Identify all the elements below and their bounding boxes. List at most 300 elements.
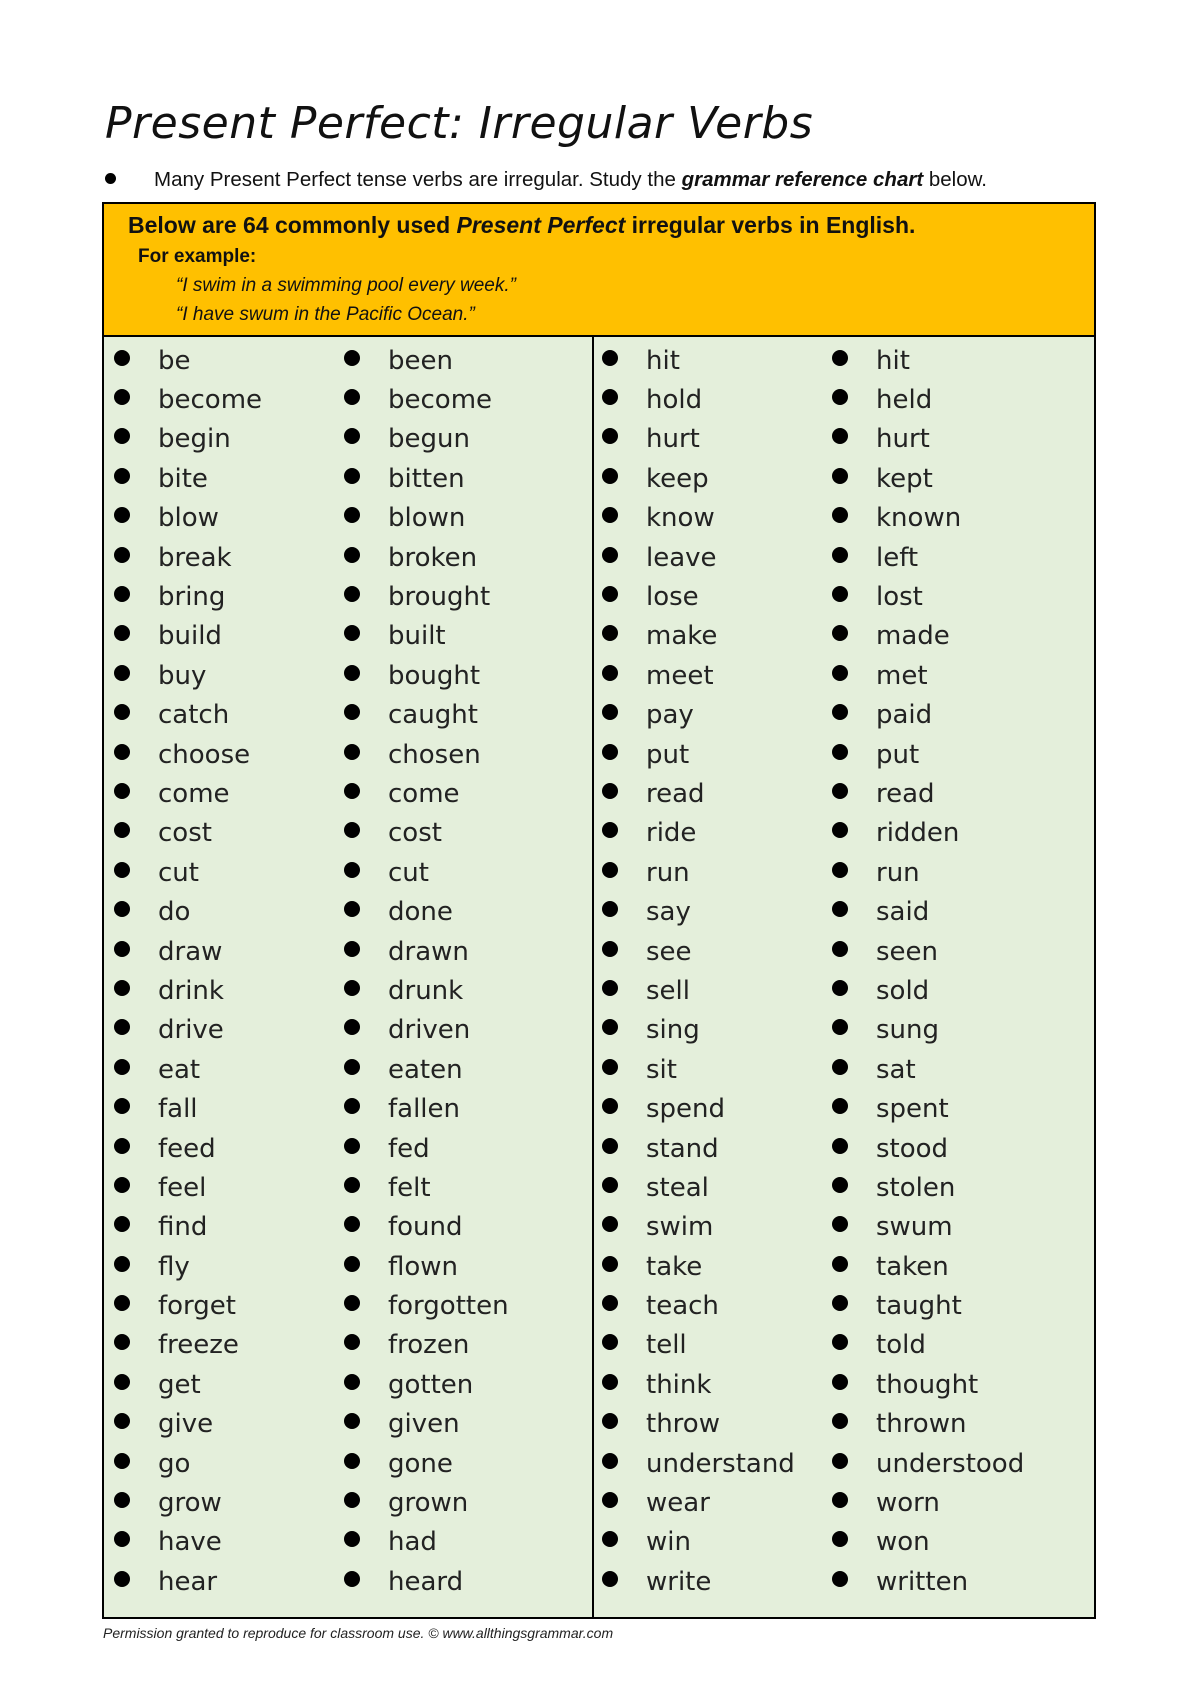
bullet-icon	[602, 586, 618, 602]
verb-text: begin	[158, 424, 231, 455]
bullet-icon	[832, 1098, 848, 1114]
verb-item	[344, 1562, 509, 1601]
footer-permission: Permission granted to reproduce for classroom use. © www.allthingsgrammar.com	[103, 1625, 614, 1641]
verb-text: meet	[646, 660, 714, 691]
bullet-icon	[344, 665, 360, 681]
bullet-icon	[832, 468, 848, 484]
bullet-icon	[832, 665, 848, 681]
bullet-icon	[832, 389, 848, 405]
verb-item	[344, 341, 509, 380]
verb-text: broken	[388, 542, 478, 573]
bullet-icon	[832, 862, 848, 878]
bullet-icon	[114, 1571, 130, 1587]
bullet-icon	[602, 862, 618, 878]
bullet-icon	[602, 428, 618, 444]
verb-item	[602, 1050, 795, 1089]
bullet-icon	[832, 1177, 848, 1193]
verb-text: become	[158, 385, 263, 416]
bullet-icon	[344, 1531, 360, 1547]
bullet-icon	[344, 1059, 360, 1075]
verb-item	[832, 774, 1024, 813]
verb-text: sold	[876, 975, 930, 1006]
verb-item	[114, 932, 262, 971]
bullet-icon	[602, 941, 618, 957]
bullet-icon	[832, 1059, 848, 1075]
verb-text: forgotten	[388, 1291, 509, 1322]
verb-text: bought	[388, 660, 481, 691]
verb-text: stand	[646, 1133, 719, 1164]
bullet-icon	[832, 1295, 848, 1311]
bullet-icon	[602, 1256, 618, 1272]
verb-item	[114, 1444, 262, 1483]
bullet-icon	[602, 468, 618, 484]
verb-item	[832, 1326, 1024, 1365]
verb-text: hold	[646, 385, 703, 416]
verb-item	[602, 1247, 795, 1286]
intro-text: Many Present Perfect tense verbs are irregular. Study the	[154, 168, 682, 191]
verb-item	[114, 892, 262, 931]
verb-item	[344, 1089, 509, 1128]
bullet-icon	[344, 389, 360, 405]
verb-text: draw	[158, 936, 223, 967]
bullet-icon	[344, 625, 360, 641]
verb-item	[114, 735, 262, 774]
verb-item	[602, 538, 795, 577]
bullet-icon	[114, 1413, 130, 1429]
verb-item	[344, 538, 509, 577]
verb-item	[832, 892, 1024, 931]
bullet-icon	[344, 1453, 360, 1469]
verb-item	[114, 420, 262, 459]
verb-item	[832, 538, 1024, 577]
verb-text: drunk	[388, 975, 464, 1006]
verb-item	[832, 420, 1024, 459]
bullet-icon	[344, 901, 360, 917]
verb-text: spend	[646, 1094, 726, 1125]
bullet-icon	[114, 547, 130, 563]
bullet-icon	[602, 704, 618, 720]
bullet-icon	[602, 625, 618, 641]
bullet-icon	[344, 1177, 360, 1193]
bullet-icon	[832, 1453, 848, 1469]
verb-item	[602, 1089, 795, 1128]
verb-text: brought	[388, 582, 491, 613]
verb-text: cut	[158, 857, 199, 888]
verb-item	[344, 1523, 509, 1562]
bullet-icon	[832, 704, 848, 720]
bullet-icon	[602, 822, 618, 838]
bullet-icon	[832, 1216, 848, 1232]
bullet-icon	[602, 1413, 618, 1429]
verb-text: pay	[646, 700, 694, 731]
verb-item	[602, 1208, 795, 1247]
verb-item	[344, 814, 509, 853]
verb-item	[114, 380, 262, 419]
bullet-icon	[344, 744, 360, 760]
verb-text: fall	[158, 1094, 198, 1125]
verb-text: eaten	[388, 1054, 463, 1085]
verb-item	[344, 617, 509, 656]
verb-item	[344, 1286, 509, 1325]
verb-item	[114, 1168, 262, 1207]
bullet-icon	[344, 507, 360, 523]
verb-text: driven	[388, 1015, 471, 1046]
verb-text: understand	[646, 1448, 795, 1479]
verb-text: worn	[876, 1488, 940, 1519]
verb-item	[832, 853, 1024, 892]
verb-chart	[102, 202, 1096, 1619]
bullet-icon	[114, 980, 130, 996]
bullet-icon	[114, 625, 130, 641]
verb-text: spent	[876, 1094, 949, 1125]
verb-item	[114, 971, 262, 1010]
verb-text: put	[876, 739, 920, 770]
verb-text: sell	[646, 975, 690, 1006]
verb-item	[602, 1405, 795, 1444]
verb-item	[832, 1247, 1024, 1286]
verb-item	[832, 1523, 1024, 1562]
bullet-icon	[602, 980, 618, 996]
verb-text: feel	[158, 1172, 207, 1203]
header-title	[128, 212, 915, 239]
verb-item	[832, 696, 1024, 735]
verb-item	[832, 735, 1024, 774]
verb-item	[602, 971, 795, 1010]
verb-item	[602, 814, 795, 853]
verb-item	[602, 1562, 795, 1601]
verb-text: flown	[388, 1251, 459, 1282]
verb-item	[344, 1208, 509, 1247]
bullet-icon	[344, 1295, 360, 1311]
verb-text: blown	[388, 503, 466, 534]
verb-item	[602, 853, 795, 892]
verb-item	[832, 1405, 1024, 1444]
bullet-icon	[114, 1098, 130, 1114]
bullet-icon	[602, 1138, 618, 1154]
verb-item	[114, 1483, 262, 1522]
bullet-icon	[602, 1531, 618, 1547]
bullet-icon	[344, 1098, 360, 1114]
verb-text: teach	[646, 1291, 719, 1322]
verb-item	[114, 577, 262, 616]
verb-text: bite	[158, 463, 208, 494]
verb-item	[832, 1365, 1024, 1404]
bullet-icon	[832, 980, 848, 996]
verb-item	[832, 656, 1024, 695]
verb-text: hurt	[646, 424, 700, 455]
verb-item	[602, 1168, 795, 1207]
verb-item	[602, 499, 795, 538]
verb-text: give	[158, 1409, 214, 1440]
verb-item	[832, 1483, 1024, 1522]
verb-text: built	[388, 621, 446, 652]
bullet-icon	[114, 350, 130, 366]
verb-item	[602, 1483, 795, 1522]
verb-text: done	[388, 897, 453, 928]
verb-text: sit	[646, 1054, 677, 1085]
verb-item	[344, 1326, 509, 1365]
verb-text: read	[646, 778, 705, 809]
verb-item	[832, 499, 1024, 538]
bullet-icon	[114, 1256, 130, 1272]
verb-text: swim	[646, 1212, 714, 1243]
verb-item	[114, 1286, 262, 1325]
verb-text: drive	[158, 1015, 224, 1046]
bullet-icon	[344, 1334, 360, 1350]
verb-text: frozen	[388, 1330, 470, 1361]
verb-item	[602, 459, 795, 498]
bullet-icon	[114, 1374, 130, 1390]
verb-text: seen	[876, 936, 939, 967]
verb-item	[602, 380, 795, 419]
bullet-icon	[832, 586, 848, 602]
verb-item	[602, 1326, 795, 1365]
verb-text: stood	[876, 1133, 949, 1164]
bullet-icon	[114, 1138, 130, 1154]
bullet-icon	[832, 783, 848, 799]
verb-text: ridden	[876, 818, 960, 849]
bullet-icon	[832, 1019, 848, 1035]
bullet-icon	[114, 822, 130, 838]
header-title-end: irregular verbs in English.	[625, 212, 916, 238]
bullet-icon	[832, 941, 848, 957]
bullet-icon	[114, 1492, 130, 1508]
bullet-icon	[114, 1334, 130, 1350]
verb-text: drawn	[388, 936, 469, 967]
verb-item	[344, 577, 509, 616]
verb-item	[832, 380, 1024, 419]
verb-text: gone	[388, 1448, 453, 1479]
bullet-icon	[344, 941, 360, 957]
bullet-icon	[344, 1492, 360, 1508]
bullet-icon	[832, 1413, 848, 1429]
verb-text: hit	[876, 345, 910, 376]
verb-item	[832, 1050, 1024, 1089]
verb-item	[344, 1011, 509, 1050]
bullet-icon	[114, 1216, 130, 1232]
verb-text: stolen	[876, 1172, 956, 1203]
bullet-icon	[114, 901, 130, 917]
bullet-icon	[114, 1019, 130, 1035]
bullet-icon	[832, 744, 848, 760]
verb-text: begun	[388, 424, 470, 455]
verb-text: buy	[158, 660, 207, 691]
verb-text: kept	[876, 463, 933, 494]
column-divider	[592, 335, 594, 1617]
base-left-column	[114, 341, 262, 1602]
verb-text: blow	[158, 503, 219, 534]
bullet-icon	[602, 1177, 618, 1193]
bullet-icon	[114, 586, 130, 602]
verb-item	[602, 617, 795, 656]
verb-text: met	[876, 660, 928, 691]
verb-item	[602, 341, 795, 380]
bullet-icon	[602, 1295, 618, 1311]
intro-emphasis: grammar reference chart	[681, 168, 924, 191]
verb-text: paid	[876, 700, 933, 731]
for-example-label: For example:	[138, 246, 257, 267]
bullet-icon	[114, 744, 130, 760]
verb-item	[832, 1562, 1024, 1601]
verb-text: left	[876, 542, 919, 573]
bullet-icon	[344, 1138, 360, 1154]
verb-item	[602, 1365, 795, 1404]
bullet-icon	[344, 783, 360, 799]
verb-text: write	[646, 1566, 712, 1597]
bullet-icon	[114, 1059, 130, 1075]
verb-item	[602, 577, 795, 616]
bullet-icon	[344, 704, 360, 720]
page-title: Present Perfect: Irregular Verbs	[105, 98, 814, 149]
verb-text: come	[158, 778, 230, 809]
verb-item	[344, 1365, 509, 1404]
verb-item	[344, 853, 509, 892]
verb-text: feed	[158, 1133, 216, 1164]
perfect-right-column	[832, 341, 1024, 1602]
bullet-icon	[344, 1256, 360, 1272]
verb-text: chosen	[388, 739, 481, 770]
verb-text: catch	[158, 700, 230, 731]
verb-text: read	[876, 778, 935, 809]
bullet-icon	[832, 507, 848, 523]
verb-item	[832, 1444, 1024, 1483]
bullet-icon	[114, 468, 130, 484]
verb-item	[114, 1247, 262, 1286]
verb-text: won	[876, 1527, 930, 1558]
verb-text: swum	[876, 1212, 953, 1243]
verb-text: hurt	[876, 424, 930, 455]
base-right-column	[602, 341, 795, 1602]
verb-item	[114, 1523, 262, 1562]
verb-item	[602, 892, 795, 931]
verb-text: find	[158, 1212, 208, 1243]
verb-text: cost	[158, 818, 212, 849]
header-title-emphasis: Present Perfect	[456, 212, 626, 238]
verb-text: fallen	[388, 1094, 461, 1125]
verb-text: sing	[646, 1015, 700, 1046]
bullet-icon	[832, 547, 848, 563]
bullet-icon	[344, 547, 360, 563]
verb-text: forget	[158, 1291, 236, 1322]
verb-item	[114, 617, 262, 656]
verb-item	[344, 1129, 509, 1168]
verb-item	[344, 1247, 509, 1286]
bullet-icon	[114, 428, 130, 444]
verb-text: hear	[158, 1566, 218, 1597]
verb-text: found	[388, 1212, 463, 1243]
verb-item	[344, 380, 509, 419]
verb-text: grow	[158, 1488, 222, 1519]
verb-text: given	[388, 1409, 460, 1440]
verb-text: made	[876, 621, 950, 652]
bullet-icon	[832, 1374, 848, 1390]
verb-item	[832, 577, 1024, 616]
verb-text: bring	[158, 582, 226, 613]
verb-text: leave	[646, 542, 717, 573]
bullet-icon	[344, 1216, 360, 1232]
verb-item	[832, 1129, 1024, 1168]
verb-item	[114, 1365, 262, 1404]
bullet-icon	[344, 1413, 360, 1429]
verb-item	[832, 1286, 1024, 1325]
verb-text: cut	[388, 857, 429, 888]
verb-text: have	[158, 1527, 222, 1558]
bullet-icon	[344, 822, 360, 838]
verb-text: thrown	[876, 1409, 967, 1440]
verb-text: taught	[876, 1291, 962, 1322]
verb-text: freeze	[158, 1330, 239, 1361]
bullet-icon	[832, 1334, 848, 1350]
verb-text: told	[876, 1330, 926, 1361]
verb-item	[344, 774, 509, 813]
verb-text: fly	[158, 1251, 190, 1282]
verb-item	[114, 774, 262, 813]
bullet-icon	[344, 428, 360, 444]
bullet-icon	[832, 1492, 848, 1508]
bullet-icon	[602, 1334, 618, 1350]
verb-text: grown	[388, 1488, 469, 1519]
verb-text: steal	[646, 1172, 709, 1203]
bullet-icon	[114, 783, 130, 799]
verb-text: win	[646, 1527, 691, 1558]
verb-text: caught	[388, 700, 478, 731]
example-2: “I have swum in the Pacific Ocean.”	[176, 304, 475, 325]
verb-item	[114, 814, 262, 853]
bullet-icon	[114, 1531, 130, 1547]
bullet-icon	[344, 586, 360, 602]
verb-item	[114, 538, 262, 577]
verb-item	[114, 1089, 262, 1128]
bullet-icon	[344, 350, 360, 366]
verb-item	[344, 932, 509, 971]
verb-text: written	[876, 1566, 969, 1597]
verb-item	[114, 1129, 262, 1168]
verb-text: held	[876, 385, 933, 416]
verb-text: hit	[646, 345, 680, 376]
bullet-icon	[832, 1256, 848, 1272]
verb-item	[344, 499, 509, 538]
verb-item	[602, 696, 795, 735]
bullet-icon	[602, 389, 618, 405]
verb-item	[602, 1444, 795, 1483]
bullet-icon	[602, 1571, 618, 1587]
verb-text: eat	[158, 1054, 201, 1085]
verb-text: choose	[158, 739, 251, 770]
verb-item	[602, 1011, 795, 1050]
verb-text: keep	[646, 463, 709, 494]
verb-text: lost	[876, 582, 923, 613]
verb-item	[114, 499, 262, 538]
verb-text: ride	[646, 818, 697, 849]
bullet-icon	[114, 1453, 130, 1469]
bullet-icon	[114, 1177, 130, 1193]
verb-item	[832, 459, 1024, 498]
bullet-icon	[602, 1098, 618, 1114]
verb-item	[344, 1444, 509, 1483]
verb-text: cost	[388, 818, 442, 849]
verb-item	[114, 853, 262, 892]
bullet-icon	[602, 1216, 618, 1232]
bullet-icon	[114, 1295, 130, 1311]
verb-item	[602, 1129, 795, 1168]
bullet-icon	[602, 1492, 618, 1508]
verb-text: known	[876, 503, 962, 534]
bullet-icon	[344, 468, 360, 484]
verb-text: been	[388, 345, 453, 376]
verb-text: build	[158, 621, 222, 652]
verb-item	[602, 735, 795, 774]
bullet-icon	[344, 1571, 360, 1587]
